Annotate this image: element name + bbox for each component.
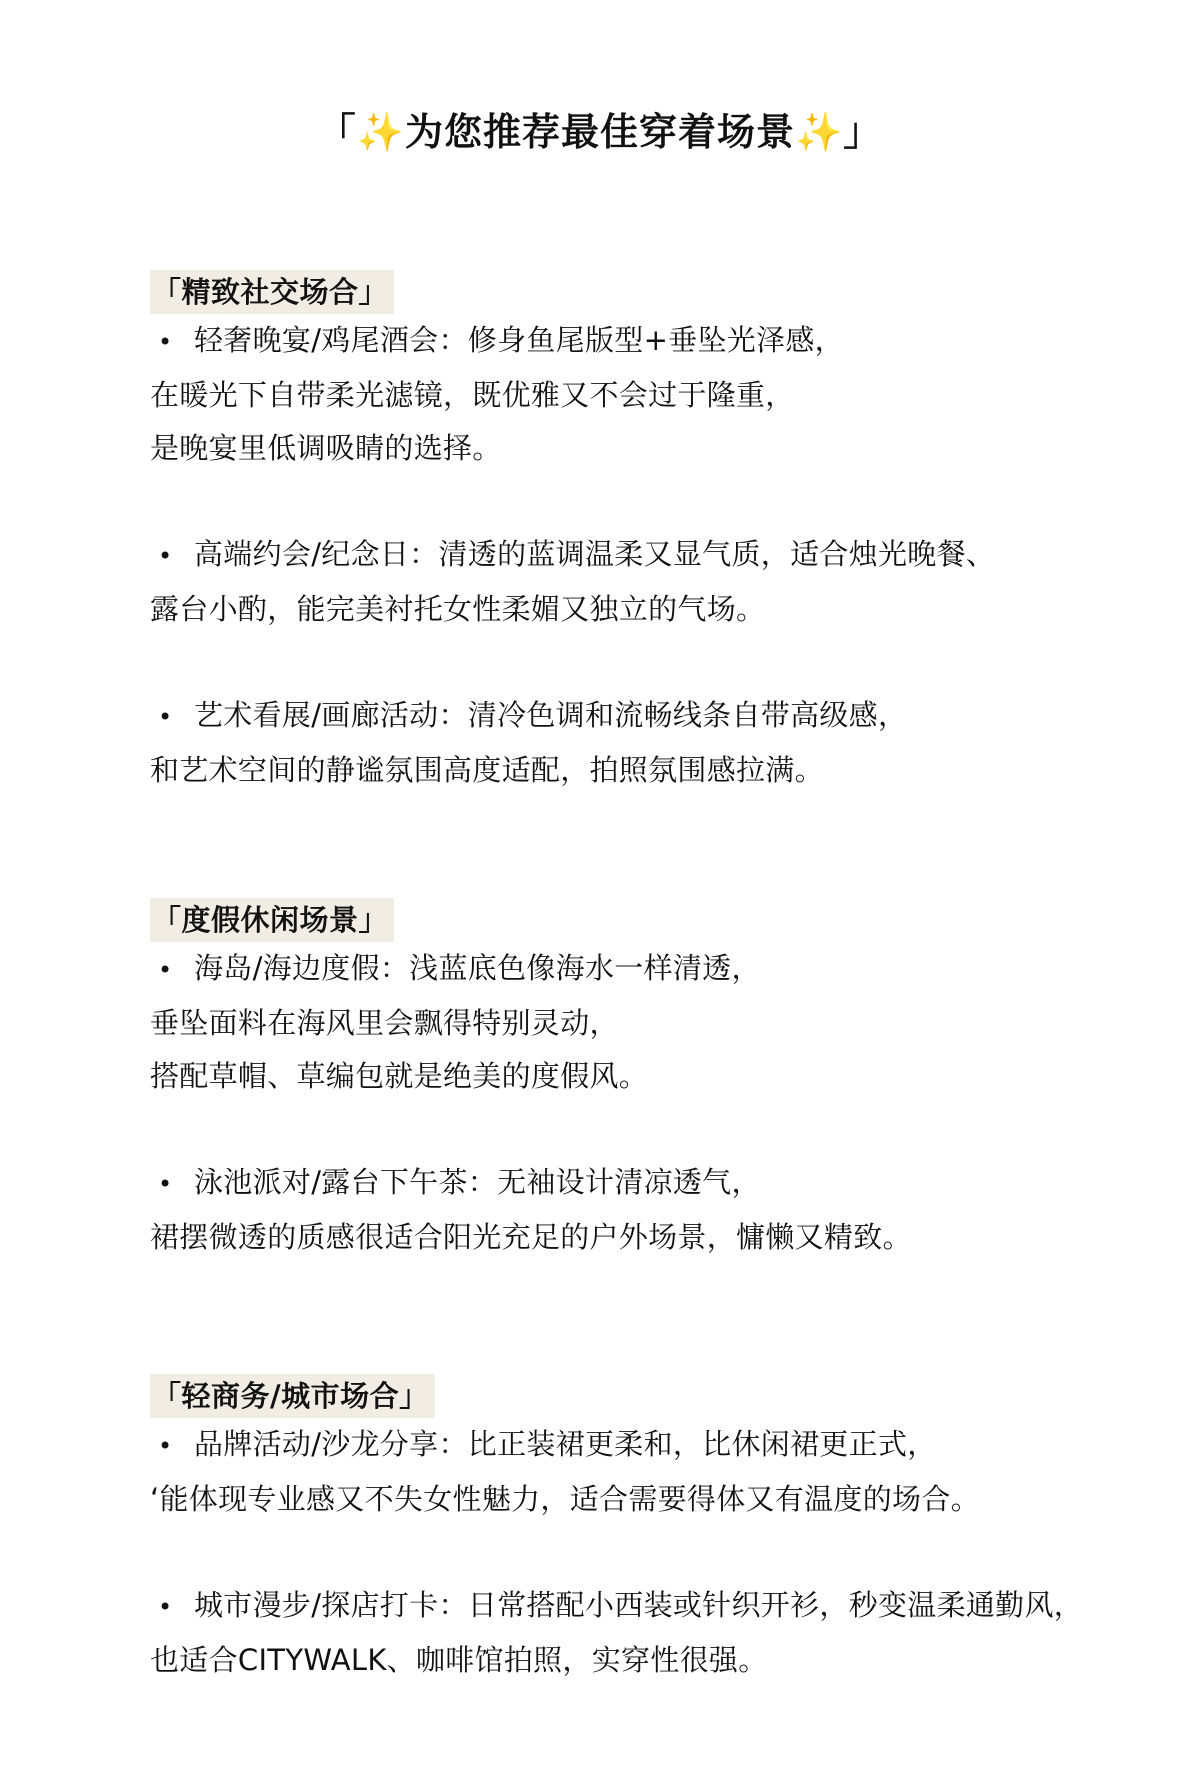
item-text: 裙摆微透的质感很适合阳光充足的户外场景，慵懒又精致。: [150, 1220, 912, 1254]
section-header: 「精致社交场合」: [150, 270, 394, 314]
bullet-icon: •: [158, 1432, 173, 1460]
item-text: 轻奢晚宴/鸡尾酒会：修身鱼尾版型+垂坠光泽感，: [194, 323, 844, 357]
bullet-icon: •: [158, 328, 173, 356]
list-item: [150, 1418, 1180, 1526]
section-vacation-leisure: [150, 898, 1180, 1264]
list-item: [150, 1579, 1180, 1687]
item-text: 品牌活动/沙龙分享：比正装裙更柔和，比休闲裙更正式，: [194, 1427, 937, 1461]
list-item: [150, 689, 1180, 797]
item-text: 垂坠面料在海风里会飘得特别灵动，: [150, 1006, 619, 1040]
bullet-icon: •: [158, 1593, 173, 1621]
section-social-occasions: [150, 270, 1180, 797]
page-title: 「✨为您推荐最佳穿着场景✨」: [317, 110, 883, 154]
section-header: 「轻商务/城市场合」: [150, 1374, 435, 1418]
bullet-icon: •: [158, 542, 173, 570]
item-text: 也适合CITYWALK、咖啡馆拍照，实穿性很强。: [150, 1643, 768, 1677]
item-text: 露台小酌，能完美衬托女性柔媚又独立的气场。: [150, 592, 766, 626]
section-header: 「度假休闲场景」: [150, 898, 394, 942]
list-item: [150, 528, 1180, 636]
list-item: [150, 942, 1180, 1103]
item-text: 搭配草帽、草编包就是绝美的度假风。: [150, 1059, 649, 1093]
bullet-icon: •: [158, 703, 173, 731]
bullet-icon: •: [158, 956, 173, 984]
item-text: 泳池派对/露台下午茶：无袖设计清凉透气，: [194, 1165, 761, 1199]
item-text: 艺术看展/画廊活动：清冷色调和流畅线条自带高级感，: [194, 698, 908, 732]
item-text: 高端约会/纪念日：清透的蓝调温柔又显气质，适合烛光晚餐、: [194, 537, 996, 571]
list-item: [150, 314, 1180, 475]
section-light-business-city: [150, 1374, 1180, 1687]
item-text: 城市漫步/探店打卡：日常搭配小西装或针织开衫，秒变温柔通勤风，: [194, 1588, 1084, 1622]
item-text: ‘能体现专业感又不失女性魅力，适合需要得体又有温度的场合。: [150, 1482, 980, 1516]
item-text: 海岛/海边度假：浅蓝底色像海水一样清透，: [194, 951, 761, 985]
item-text: 在暖光下自带柔光滤镜，既优雅又不会过于隆重，: [150, 378, 795, 412]
item-text: 是晚宴里低调吸睛的选择。: [150, 431, 502, 465]
list-item: [150, 1156, 1180, 1264]
bullet-icon: •: [158, 1170, 173, 1198]
item-text: 和艺术空间的静谧氛围高度适配，拍照氛围感拉满。: [150, 753, 824, 787]
